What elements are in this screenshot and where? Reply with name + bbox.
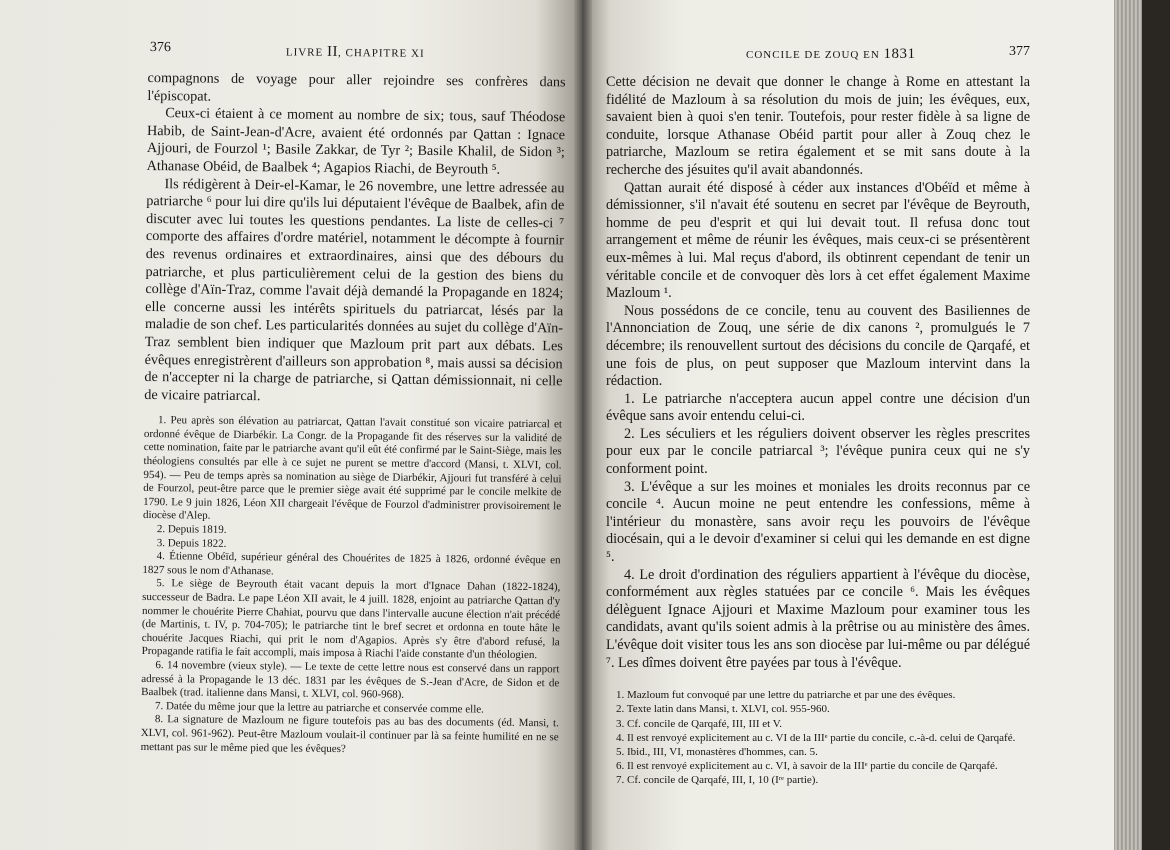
footnote: 8. La signature de Mazloum ne figure toutefois pas au bas des documents (éd. Mansi, t. XLVI, col. 961-962). Peut-être Mazloum voulait-il continuer par là sa feinte humilité en ne se mettant pas sur le même pied que les évêques? bbox=[140, 713, 559, 755]
footnote: 1. Peu après son élévation au patriarcat, Qattan l'avait constitué son vicaire patriarcal et ordonné évêque de Diarbékir. La Congr. de la Propagande fit des réserves sur la validité de cette nomination, faite par le patriarche avant qu'il eût été confirmé par le Saint-Siège, mais les théologiens consultés par elle à ce sujet ne purent se mettre d'accord (Mansi, t. XLVI, col. 954). — Peu de temps après sa nomination au siège de Diarbékir, Ajjouri fut transféré à celui de Fourzol, peut-être parce que le premier siège avait été supprimé par le concile melkite de 1790. Le 9 juin 1826, Léon XII chargeait l'évêque de Fourzol d'administrer provisoirement le diocèse d'Alep. bbox=[142, 414, 563, 523]
right-page-content bbox=[606, 44, 1030, 788]
footnote: 7. Datée du même jour que la lettre au patriarche et conservée comme elle. bbox=[154, 699, 485, 716]
page-edges bbox=[1114, 0, 1142, 850]
right-page-header bbox=[606, 44, 1030, 74]
footnote: 5. Ibid., III, VI, monastères d'hommes, can. 5. bbox=[616, 746, 818, 758]
right-page-number: 377 bbox=[1009, 44, 1030, 59]
footnote: 2. Texte latin dans Mansi, t. XLVI, col. 955-960. bbox=[616, 703, 830, 716]
footnote: 3. Depuis 1822. bbox=[156, 536, 227, 550]
canon-item: 3. L'évêque a sur les moines et moniales les droits reconnus par ce concile ⁴. Aucun moine ne peut entendre les confessions, même à l'intérieur du monastère, sans avoir reçu les pouvoirs de l'évêque diocésain, qui a le devoir d'examiner si celui qui les demande en est digne ⁵. bbox=[606, 478, 1030, 566]
footnote: 4. Il est renvoyé explicitement au c. VI de la IIIᵉ partie du concile, c.-à-d. celui de Qarqafé. bbox=[616, 731, 1016, 744]
paragraph: Cette décision ne devait que donner le change à Rome en attestant la fidélité de Mazloum à sa résolution du mois de juin; les évêques, eux, savaient bien à quoi s'en tenir. Toutefois, pour rester fidèle à sa ligne de conduite, lorsque Athanase Obéid partit pour aller à Zouq chez le patriarche, Mazloum se retira également et se mit sans doute à la recherche des jésuites qu'il avait abandonnés. bbox=[606, 74, 1030, 178]
left-body-text bbox=[144, 70, 565, 409]
footnote: 5. Le siège de Beyrouth était vacant depuis la mort d'Ignace Dahan (1822-1824), successeur de Badra. Le pape Léon XII avait, le 4 juill. 1828, enjoint au patriarche Qattan d'y nommer le chouérite Pierre Chahiat, pourvu que dans l'intervalle aucune élection n'ait précédé (de Martinis, t. IV, p. 704-705); le patriarche tint le bref secret et ordonna en toute hâte le chouérite Jacques Riachi, qui prit le nom d'Agapios. Après s'y être d'abord refusé, la Propagande ratifia le fait accompli, mais imposa à Riachi l'aide constante d'un théologien. bbox=[141, 577, 561, 662]
right-footnotes bbox=[606, 688, 1030, 787]
book-gutter-shadow bbox=[574, 0, 592, 850]
footnote: 6. 14 novembre (vieux style). — Le texte de cette lettre nous est conservé dans un rapport adressé à la Propagande le 13 déc. 1831 par les évêques de S.-Jean d'Acre, de Sidon et de Baalbek (trad. italienne dans Mansi, t. XLVI, col. 960-968). bbox=[141, 659, 560, 701]
paragraph: Ceux-ci étaient à ce moment au nombre de six; tous, sauf Théodose Habib, de Saint-Jean-d'Acre, avaient été ordonnés par Qattan : Ignace Ajjouri, de Fourzol ¹; Basile Zakkar, de Tyr ²; Basile Khalil, de Sidon ³; Athanase Obéid, de Baalbek ⁴; Agapios Riachi, de Beyrouth ⁵. bbox=[146, 105, 566, 178]
paragraph: Ils rédigèrent à Deir-el-Kamar, le 26 novembre, une lettre adressée au patriarche ⁶ pour lui dire qu'ils lui députaient l'évêque de Baalbek, afin de discuter avec lui toutes les questions pendantes. La liste de celles-ci ⁷ comporte des affaires d'ordre matériel, notamment le décompte à fournir des revenus ordinaires et extraordinaires, ainsi que des débours du patriarche, et plus particulièrement celui de la gestion des biens du collège d'Aïn-Traz, comme l'avait déjà demandé la Propagande en 1824; elle concerne aussi les intérêts spirituels du patriarcat, lésés par la maladie de son chef. Les particularités données au sujet du collège d'Aïn-Traz semblent bien indiquer que Mazloum prit part aux débats. Les évêques enregistrèrent d'ailleurs son approbation ⁸, mais aussi sa décision de n'accepter ni la charge de patriarche, si Qattan démissionnait, ni celle de vicaire patriarcal. bbox=[144, 175, 565, 404]
left-page-content bbox=[141, 40, 566, 758]
left-page-header bbox=[148, 40, 566, 74]
canon-item: 2. Les séculiers et les réguliers doivent observer les règles prescrites pour eux par le concile patriarcal ³; l'évêque punira ceux qui ne s'y conforment point. bbox=[606, 425, 1030, 478]
footnote: 1. Mazloum fut convoqué par une lettre du patriarche et par une des évêques. bbox=[616, 689, 956, 702]
footnote: 4. Étienne Obéïd, supérieur général des Chouérites de 1825 à 1826, ordonné évêque en 1827 sous le nom d'Athanase. bbox=[142, 550, 561, 578]
canon-item: 1. Le patriarche n'acceptera aucun appel contre une décision d'un évêque sans avoir entendu celui-ci. bbox=[606, 390, 1030, 425]
left-page-number: 376 bbox=[149, 40, 171, 56]
left-running-head: LIVRE II, CHAPITRE XI bbox=[285, 43, 425, 60]
paragraph: Qattan aurait été disposé à céder aux instances d'Obéïd et même à démissionner, s'il n'avait été soutenu en secret par l'évêque de Beyrouth, homme de peu d'esprit et qui lui devait tout. Il refusa donc tout arrangement et même de réunir les évêques, mais ceux-ci se présentèrent eux-mêmes à lui. Mal reçus d'abord, ils obtinrent cependant de tenir un véritable concile et de convoquer dès lors à cet effet également Maxime Mazloum ¹. bbox=[606, 179, 1030, 302]
footnote: 7. Cf. concile de Qarqafé, III, I, 10 (Iʳᵉ partie). bbox=[616, 774, 819, 787]
right-running-head: CONCILE DE ZOUQ EN 1831 bbox=[746, 46, 916, 62]
right-page bbox=[582, 0, 1142, 850]
paragraph: Nous possédons de ce concile, tenu au couvent des Basiliennes de l'Annonciation de Zouq, une série de dix canons ², promulgués le 7 décembre; ils renouvellent surtout des décisions du concile de Qarqafé, et une fois de plus, on peut supposer que Mazloum intervint dans la rédaction. bbox=[606, 302, 1030, 390]
footnote: 2. Depuis 1819. bbox=[156, 523, 227, 536]
canon-item: 4. Le droit d'ordination des réguliers appartient à l'évêque du diocèse, conformément aux règles statuées par ce concile ⁶. Mais les évêques délèguent Ignace Ajjouri et Maxime Mazloum pour examiner tous les candidats, avant qu'ils soient admis à la prêtrise ou au ministère des âmes. L'évêque doit visiter tous les ans son diocèse par lui-même ou par délégué ⁷. Les dîmes doivent être payées par tous à l'évêque. bbox=[606, 566, 1030, 671]
left-page bbox=[0, 0, 582, 850]
footnote: 3. Cf. concile de Qarqafé, III, III et V. bbox=[616, 717, 783, 730]
right-body-text bbox=[606, 74, 1030, 672]
left-footnotes bbox=[141, 414, 563, 758]
footnote: 6. Il est renvoyé explicitement au c. VI, à savoir de la IIIᵉ partie du concile de Qarqafé. bbox=[616, 760, 998, 773]
paragraph: compagnons de voyage pour aller rejoindre ses confrères dans l'épiscopat. bbox=[147, 69, 566, 105]
